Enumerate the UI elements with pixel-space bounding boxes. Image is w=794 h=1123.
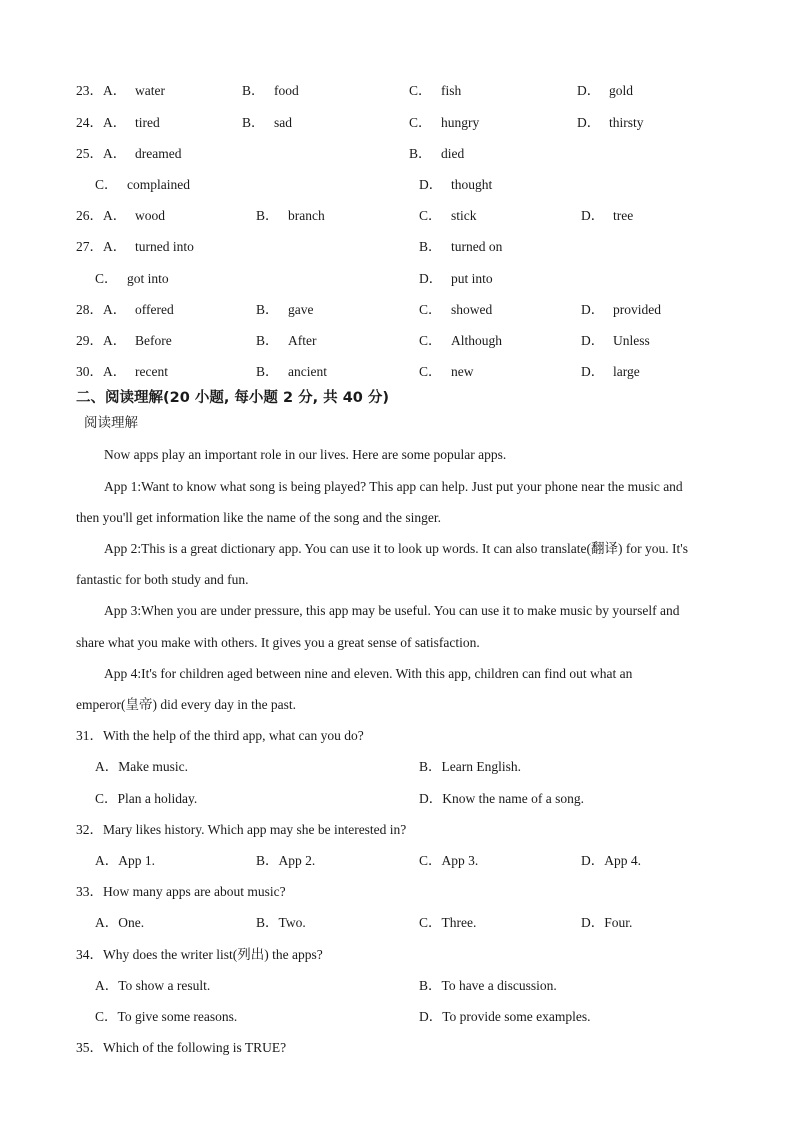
option-letter: C． bbox=[409, 115, 432, 130]
option-text: One. bbox=[118, 915, 145, 930]
option-c bbox=[419, 852, 478, 870]
option-letter: D． bbox=[581, 208, 605, 223]
option-text: Plan a holiday. bbox=[117, 791, 198, 806]
option-c bbox=[409, 82, 461, 100]
option-letter: B． bbox=[419, 759, 442, 774]
option-d bbox=[419, 790, 584, 808]
question-number: 35 bbox=[76, 1040, 90, 1055]
question-text: How many apps are about music? bbox=[103, 884, 286, 899]
option-text: sad bbox=[274, 115, 292, 130]
question-number: 29 bbox=[76, 333, 90, 348]
option-d bbox=[577, 82, 633, 100]
question-number: 27 bbox=[76, 239, 90, 254]
option-letter: C． bbox=[419, 915, 442, 930]
option-text: died bbox=[441, 146, 465, 161]
option-letter: B． bbox=[256, 915, 279, 930]
option-letter: A． bbox=[95, 759, 119, 774]
question-24: 24．A． tired bbox=[76, 115, 160, 130]
option-text: turned on bbox=[451, 239, 503, 254]
option-d bbox=[581, 914, 632, 932]
option-d bbox=[581, 301, 661, 319]
option-d bbox=[581, 207, 633, 225]
option-letter: A． bbox=[103, 83, 127, 98]
option-a bbox=[95, 977, 210, 995]
option-letter: B． bbox=[242, 83, 265, 98]
option-letter: D． bbox=[577, 115, 601, 130]
option-text: Unless bbox=[613, 333, 650, 348]
option-text: Although bbox=[451, 333, 503, 348]
option-text: After bbox=[288, 333, 317, 348]
option-text: To give some reasons. bbox=[117, 1009, 238, 1024]
option-b bbox=[419, 238, 502, 256]
option-letter: B． bbox=[256, 208, 279, 223]
option-d bbox=[581, 363, 640, 381]
passage-app1-line2: then you'll get information like the name of the song and the singer. bbox=[76, 510, 441, 525]
option-text: Make music. bbox=[118, 759, 188, 774]
option-letter: D． bbox=[581, 853, 605, 868]
question-34-stem: 34．Why does the writer list(列出) the apps? bbox=[76, 947, 323, 962]
option-a bbox=[95, 914, 144, 932]
option-text: App 2. bbox=[278, 853, 316, 868]
question-35-stem: 35．Which of the following is TRUE? bbox=[76, 1040, 287, 1055]
option-text: Before bbox=[135, 333, 172, 348]
question-33-stem: 33．How many apps are about music? bbox=[76, 884, 286, 899]
option-c bbox=[95, 790, 197, 808]
option-text: Two. bbox=[278, 915, 306, 930]
option-text: gold bbox=[609, 83, 634, 98]
section-subheading: 阅读理解 bbox=[84, 415, 138, 431]
question-number: 23 bbox=[76, 83, 90, 98]
question-text: Mary likes history. Which app may she be interested in? bbox=[103, 822, 407, 837]
option-text: put into bbox=[451, 271, 493, 286]
passage-app2-line1: App 2:This is a great dictionary app. You can use it to look up words. It can also translate(翻译) for you. It's bbox=[104, 541, 688, 556]
option-text: gave bbox=[288, 302, 314, 317]
option-text: got into bbox=[127, 271, 169, 286]
option-b bbox=[256, 914, 306, 932]
option-c bbox=[419, 914, 476, 932]
question-28: 28．A． offered bbox=[76, 302, 174, 317]
option-letter: D． bbox=[419, 271, 443, 286]
option-letter: D． bbox=[419, 177, 443, 192]
question-26: 26．A． wood bbox=[76, 208, 165, 223]
option-text: thought bbox=[451, 177, 493, 192]
question-number: 31 bbox=[76, 728, 90, 743]
option-b bbox=[419, 977, 557, 995]
option-d bbox=[419, 176, 492, 194]
option-c bbox=[95, 270, 169, 288]
option-letter: B． bbox=[256, 364, 279, 379]
option-letter: A． bbox=[103, 364, 127, 379]
option-letter: A． bbox=[103, 302, 127, 317]
passage-app3-line1: App 3:When you are under pressure, this app may be useful. You can use it to make music by yourself and bbox=[104, 603, 680, 618]
option-text: To provide some examples. bbox=[442, 1009, 591, 1024]
question-30: 30．A． recent bbox=[76, 364, 168, 379]
option-letter: C． bbox=[419, 853, 442, 868]
question-32-stem: 32．Mary likes history. Which app may she be interested in? bbox=[76, 822, 407, 837]
option-b bbox=[256, 363, 327, 381]
question-number: 24 bbox=[76, 115, 90, 130]
option-letter: B． bbox=[256, 333, 279, 348]
option-text: fish bbox=[441, 83, 462, 98]
option-letter: B． bbox=[419, 978, 442, 993]
option-text: food bbox=[274, 83, 299, 98]
option-letter: B． bbox=[256, 302, 279, 317]
option-letter: D． bbox=[581, 333, 605, 348]
option-b bbox=[256, 207, 325, 225]
question-text: Which of the following is TRUE? bbox=[103, 1040, 287, 1055]
question-25: 25．A． dreamed bbox=[76, 146, 182, 161]
option-letter: C． bbox=[95, 1009, 118, 1024]
option-d bbox=[581, 332, 650, 350]
option-letter: C． bbox=[95, 271, 118, 286]
option-c bbox=[95, 1008, 237, 1026]
option-letter: C． bbox=[95, 791, 118, 806]
option-b bbox=[256, 852, 315, 870]
option-a bbox=[95, 758, 188, 776]
option-d bbox=[419, 270, 493, 288]
option-text: Learn English. bbox=[441, 759, 521, 774]
option-letter: D． bbox=[577, 83, 601, 98]
question-29: 29．A． Before bbox=[76, 333, 172, 348]
option-text: complained bbox=[127, 177, 190, 192]
option-text: provided bbox=[613, 302, 661, 317]
option-text: App 4. bbox=[604, 853, 641, 868]
passage-intro: Now apps play an important role in our lives. Here are some popular apps. bbox=[104, 447, 507, 462]
question-text: With the help of the third app, what can you do? bbox=[103, 728, 364, 743]
option-letter: D． bbox=[419, 1009, 443, 1024]
option-letter: B． bbox=[256, 853, 279, 868]
passage-app3-line2: share what you make with others. It gives you a great sense of satisfaction. bbox=[76, 635, 480, 650]
option-text: Three. bbox=[441, 915, 477, 930]
option-text: hungry bbox=[441, 115, 480, 130]
option-b bbox=[256, 301, 313, 319]
option-letter: C． bbox=[419, 208, 442, 223]
option-letter: D． bbox=[581, 364, 605, 379]
option-letter: C． bbox=[419, 333, 442, 348]
option-d bbox=[577, 114, 644, 132]
option-letter: B． bbox=[409, 146, 432, 161]
option-c bbox=[419, 301, 492, 319]
option-c bbox=[409, 114, 479, 132]
option-text: new bbox=[451, 364, 474, 379]
option-letter: B． bbox=[242, 115, 265, 130]
option-c bbox=[419, 363, 474, 381]
option-text: App 1. bbox=[118, 853, 155, 868]
option-text: App 3. bbox=[441, 853, 479, 868]
question-number: 33 bbox=[76, 884, 90, 899]
question-number: 34 bbox=[76, 947, 90, 962]
option-letter: C． bbox=[419, 364, 442, 379]
option-text: stick bbox=[451, 208, 477, 223]
option-text: Know the name of a song. bbox=[442, 791, 584, 806]
option-text: branch bbox=[288, 208, 325, 223]
option-letter: A． bbox=[95, 978, 119, 993]
option-text: dreamed bbox=[135, 146, 182, 161]
option-text: tree bbox=[613, 208, 634, 223]
option-b bbox=[242, 114, 292, 132]
option-text: water bbox=[135, 83, 165, 98]
question-number: 28 bbox=[76, 302, 90, 317]
option-d bbox=[581, 852, 641, 870]
question-number: 30 bbox=[76, 364, 90, 379]
passage-app4-line2: emperor(皇帝) did every day in the past. bbox=[76, 697, 297, 712]
question-31-stem: 31．With the help of the third app, what can you do? bbox=[76, 728, 364, 743]
option-c bbox=[419, 332, 502, 350]
option-b bbox=[419, 758, 521, 776]
question-number: 25 bbox=[76, 146, 90, 161]
option-letter: D． bbox=[581, 302, 605, 317]
passage-app1-line1: App 1:Want to know what song is being played? This app can help. Just put your phone near the music and bbox=[104, 479, 683, 494]
option-c bbox=[419, 207, 477, 225]
option-letter: A． bbox=[95, 915, 119, 930]
option-letter: C． bbox=[419, 302, 442, 317]
option-letter: C． bbox=[409, 83, 432, 98]
question-number: 26 bbox=[76, 208, 90, 223]
option-letter: C． bbox=[95, 177, 118, 192]
option-text: thirsty bbox=[609, 115, 644, 130]
option-a bbox=[95, 852, 155, 870]
question-text: Why does the writer list(列出) the apps? bbox=[103, 947, 323, 962]
question-23: 23．A． water bbox=[76, 83, 165, 98]
passage-app2-line2: fantastic for both study and fun. bbox=[76, 572, 249, 587]
option-letter: A． bbox=[103, 239, 127, 254]
option-text: large bbox=[613, 364, 640, 379]
option-letter: A． bbox=[103, 146, 127, 161]
question-number: 32 bbox=[76, 822, 90, 837]
option-c bbox=[95, 176, 190, 194]
section-heading: 二、阅读理解(20 小题, 每小题 2 分, 共 40 分) bbox=[76, 390, 390, 406]
option-b bbox=[409, 145, 464, 163]
option-letter: A． bbox=[95, 853, 119, 868]
option-text: offered bbox=[135, 302, 174, 317]
option-b bbox=[242, 82, 299, 100]
option-d bbox=[419, 1008, 591, 1026]
option-text: turned into bbox=[135, 239, 194, 254]
question-27: 27．A． turned into bbox=[76, 239, 194, 254]
option-text: To have a discussion. bbox=[441, 978, 557, 993]
option-text: tired bbox=[135, 115, 160, 130]
option-letter: D． bbox=[419, 791, 443, 806]
option-text: wood bbox=[135, 208, 165, 223]
option-text: Four. bbox=[604, 915, 633, 930]
option-text: showed bbox=[451, 302, 493, 317]
option-text: recent bbox=[135, 364, 168, 379]
option-letter: A． bbox=[103, 333, 127, 348]
option-text: To show a result. bbox=[118, 978, 211, 993]
option-text: ancient bbox=[288, 364, 327, 379]
passage-app4-line1: App 4:It's for children aged between nine and eleven. With this app, children can find out what an bbox=[104, 666, 633, 681]
option-letter: A． bbox=[103, 208, 127, 223]
option-b bbox=[256, 332, 316, 350]
option-letter: D． bbox=[581, 915, 605, 930]
option-letter: A． bbox=[103, 115, 127, 130]
option-letter: B． bbox=[419, 239, 442, 254]
